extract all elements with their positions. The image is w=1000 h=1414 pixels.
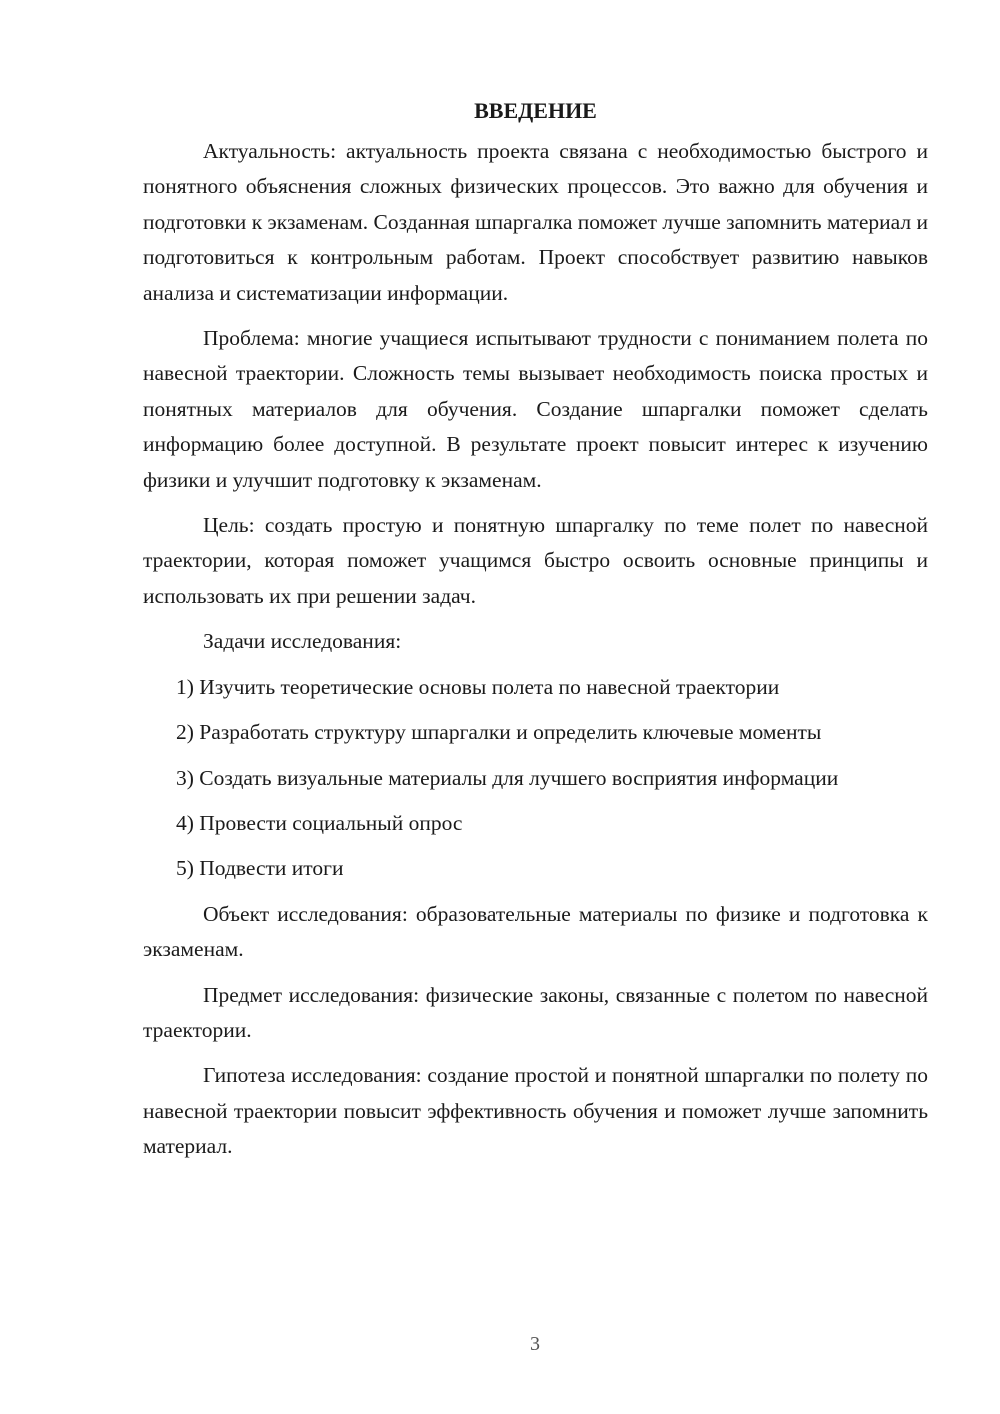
document-page xyxy=(143,96,928,1175)
task-item: 2) Разработать структуру шпаргалки и определить ключевые моменты xyxy=(176,720,822,745)
page-number: 3 xyxy=(530,1333,540,1355)
task-item: 3) Создать визуальные материалы для лучшего восприятия информации xyxy=(176,765,839,790)
task-item: 5) Подвести итоги xyxy=(176,856,344,881)
paragraph-object: Объект исследования: образовательные материалы по физике и подготовка к экзаменам. xyxy=(143,901,928,962)
paragraph-subject: Предмет исследования: физические законы, связанные с полетом по навесной траектории. xyxy=(143,982,928,1042)
paragraph-problem: Проблема: многие учащиеся испытывают трудности с пониманием полета по навесной траектории. Сложность темы вызывает необходимость поиска простых и понятных материалов для обучения. Создание шпаргалки поможет сделать информацию более доступной. В результате проект повысит интерес к изучению физики и улучшит подготовку к экзаменам. xyxy=(143,326,928,492)
paragraph-goal: Цель: создать простую и понятную шпаргалку по теме полет по навесной траектории, которая поможет учащимся быстро освоить основные принципы и использовать их при решении задач. xyxy=(143,513,928,608)
tasks-list xyxy=(143,670,928,887)
paragraph-hypothesis: Гипотеза исследования: создание простой и понятной шпаргалки по полету по навесной траектории повысит эффективность обучения и поможет лучше запомнить материал. xyxy=(143,1063,928,1159)
task-item: 4) Провести социальный опрос xyxy=(176,810,463,835)
tasks-heading: Задачи исследования: xyxy=(203,629,402,654)
task-item: 1) Изучить теоретические основы полета по навесной траектории xyxy=(176,674,780,699)
paragraph-relevance: Актуальность: актуальность проекта связана с необходимостью быстрого и понятного объяснения сложных физических процессов. Это важно для обучения и подготовки к экзаменам. Созданная шпаргалка поможет лучше запомнить материал и подготовиться к контрольным работам. Проект способствует развитию навыков анализа и систематизации информации. xyxy=(143,139,928,305)
section-title: ВВЕДЕНИЕ xyxy=(474,98,597,123)
